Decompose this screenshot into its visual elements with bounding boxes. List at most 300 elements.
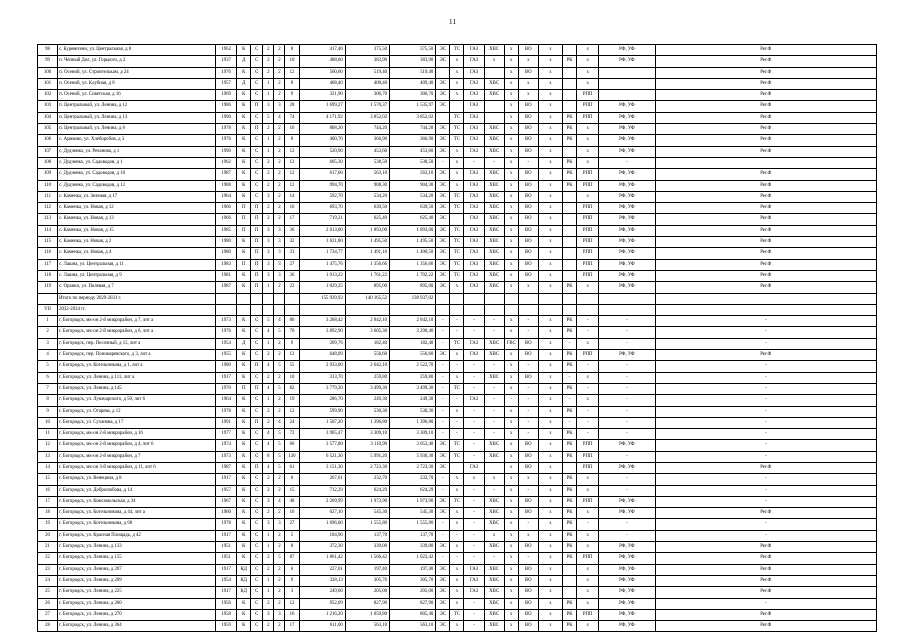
table-cell: - [655, 383, 876, 394]
table-cell: 3 [263, 259, 274, 270]
table-cell: 3 290,40 [390, 327, 436, 338]
table-cell: х [538, 78, 562, 89]
table-cell: х [504, 587, 518, 598]
table-cell: - [655, 485, 876, 496]
table-cell: 2 [274, 180, 285, 191]
table-cell: ХВС [484, 203, 504, 214]
table-cell: РК [563, 621, 577, 632]
table-cell: х [504, 508, 518, 519]
table-cell: 468,40 [299, 78, 345, 89]
table-cell: 16 [285, 609, 299, 620]
table-cell: РФ, УФ [599, 191, 655, 202]
registry-table-body [38, 45, 877, 632]
table-cell: 1955 [216, 350, 237, 361]
table-row [38, 474, 877, 485]
table-cell: х [504, 553, 518, 564]
table-row [38, 169, 877, 180]
table-cell: х [518, 530, 538, 541]
table-cell: 4 [274, 417, 285, 428]
table-cell: 1 913,22 [299, 270, 345, 281]
table-cell: ГАЗ [464, 101, 484, 112]
table-cell: П [237, 203, 251, 214]
table-cell: 12 [285, 598, 299, 609]
table-cell: 3 852,02 [390, 112, 436, 123]
table-cell: 1 861,42 [299, 553, 345, 564]
table-cell: ВО [518, 609, 538, 620]
table-cell: 137,70 [390, 530, 436, 541]
table-cell: 563,10 [390, 169, 436, 180]
table-cell: - [518, 361, 538, 372]
table-cell: К [237, 519, 251, 530]
table-cell: - [599, 316, 655, 327]
table-cell: 534,20 [390, 191, 436, 202]
table-cell: 2 [274, 203, 285, 214]
table-cell [577, 293, 599, 304]
table-cell: ХВС [484, 259, 504, 270]
table-cell: К [237, 395, 251, 406]
table-cell: - [464, 440, 484, 451]
table-cell: 119 [38, 282, 58, 293]
table-cell: ГАЗ [464, 248, 484, 259]
table-cell: 1 [263, 395, 274, 406]
table-cell: - [484, 553, 504, 564]
table-cell: 1954 [216, 338, 237, 349]
table-cell: ТС [450, 451, 464, 462]
table-cell: х [538, 542, 562, 553]
table-cell: п. Осений, ул. Клубная, д 8 [58, 78, 216, 89]
table-cell: Рег.Ф [655, 90, 876, 101]
table-cell: 3 151,30 [299, 462, 345, 473]
table-cell: С [251, 598, 263, 609]
table-cell: 1957 [216, 485, 237, 496]
table-cell: - [655, 316, 876, 327]
table-cell [38, 293, 58, 304]
table-cell: ГАЗ [464, 203, 484, 214]
table-cell: 100 [38, 67, 58, 78]
table-cell: - [599, 395, 655, 406]
table-cell: 383,90 [345, 56, 389, 67]
table-cell: РК [563, 440, 577, 451]
table-cell: - [599, 417, 655, 428]
table-cell: 1 059,80 [345, 609, 389, 620]
table-cell: ВО [518, 621, 538, 632]
table-cell: Рег.Ф [655, 462, 876, 473]
table-cell [216, 304, 237, 315]
table-cell: С [251, 67, 263, 78]
table-cell: РФ, УФ [599, 598, 655, 609]
table-cell: - [599, 530, 655, 541]
table-cell: х [450, 485, 464, 496]
table-cell: Рег.Ф [655, 203, 876, 214]
table-cell: ГАЗ [464, 395, 484, 406]
table-cell: РПП [577, 462, 599, 473]
table-cell: ВО [518, 270, 538, 281]
table-cell: 605,30 [299, 157, 345, 168]
table-cell: - [577, 327, 599, 338]
table-cell: 15 [285, 485, 299, 496]
table-cell: х [450, 372, 464, 383]
table-cell: х [504, 157, 518, 168]
table-cell: РПП [577, 270, 599, 281]
table-row [38, 575, 877, 586]
table-cell: 28 [285, 101, 299, 112]
table-cell: ХВС [484, 519, 504, 530]
table-cell: РПП [577, 90, 599, 101]
table-cell: - [436, 157, 450, 168]
table-cell: 2 [274, 78, 285, 89]
table-cell: РК [563, 530, 577, 541]
table-cell: Рег.Ф [655, 350, 876, 361]
table-cell: - [518, 406, 538, 417]
table-cell: х [450, 169, 464, 180]
table-cell: РК [563, 180, 577, 191]
table-cell: х [450, 78, 464, 89]
table-cell: - [436, 406, 450, 417]
table-cell: РПП [577, 440, 599, 451]
table-cell: 2 [274, 542, 285, 553]
table-cell: ВО [518, 564, 538, 575]
table-cell: х [504, 135, 518, 146]
table-cell: - [436, 316, 450, 327]
table-cell: х [504, 90, 518, 101]
table-row [38, 203, 877, 214]
table-cell: РФ, УФ [599, 169, 655, 180]
table-cell: 895,00 [345, 282, 389, 293]
table-cell: с. Армково, ул. Хлеборобов, д 3 [58, 135, 216, 146]
table-cell: 2 [263, 67, 274, 78]
table-row [38, 304, 877, 315]
table-cell: - [655, 406, 876, 417]
table-cell: - [436, 485, 450, 496]
table-cell [599, 78, 655, 89]
table-cell: ХВС [484, 169, 504, 180]
table-cell: с. Каменка, ул. Зеленая, д 17 [58, 191, 216, 202]
table-cell: 1960 [216, 508, 237, 519]
table-cell: - [599, 157, 655, 168]
table-cell: РФ, УФ [599, 553, 655, 564]
table-cell: 1977 [216, 429, 237, 440]
table-cell: 12 [285, 157, 299, 168]
table-cell: 22 [38, 553, 58, 564]
table-cell: 1 696,00 [299, 519, 345, 530]
table-cell: 1 [263, 78, 274, 89]
table-cell: с. Каменка, ул. Новая, д 15 [58, 225, 216, 236]
table-cell: 2 [263, 621, 274, 632]
table-cell: ВО [518, 180, 538, 191]
table-cell: 3 [263, 225, 274, 236]
table-cell: С [251, 553, 263, 564]
table-cell: х [538, 451, 562, 462]
table-cell: РК [563, 383, 577, 394]
table-cell: Рег.Ф [655, 78, 876, 89]
table-cell: 313,70 [299, 372, 345, 383]
table-cell: Рег.Ф [655, 191, 876, 202]
table-cell: - [518, 429, 538, 440]
table-cell: К [237, 496, 251, 507]
table-cell: 9 [285, 90, 299, 101]
table-cell: х [538, 45, 562, 56]
table-cell: 10 [285, 372, 299, 383]
table-cell: - [450, 417, 464, 428]
table-cell: 116 [38, 248, 58, 259]
table-cell: ХВС [484, 564, 504, 575]
table-cell: ЭС [436, 621, 450, 632]
table-cell [450, 304, 464, 315]
table-cell: 538,50 [345, 157, 389, 168]
table-cell: х [450, 474, 464, 485]
table-cell: 1 495,50 [345, 237, 389, 248]
table-cell [484, 101, 504, 112]
table-cell: 3 [263, 101, 274, 112]
table-row [38, 135, 877, 146]
table-cell: 5 [274, 361, 285, 372]
table-cell: - [436, 361, 450, 372]
table-cell: К [237, 157, 251, 168]
table-cell: х [504, 191, 518, 202]
table-cell: 560,60 [299, 67, 345, 78]
table-cell: 366,90 [345, 135, 389, 146]
table-cell: П [251, 214, 263, 225]
table-cell: 375,50 [390, 45, 436, 56]
table-cell: П [251, 101, 263, 112]
table-cell: 1983 [216, 259, 237, 270]
table-cell: 375,50 [345, 45, 389, 56]
table-cell: х [504, 485, 518, 496]
table-cell: х [577, 485, 599, 496]
table-cell: П [251, 282, 263, 293]
table-cell: х [577, 67, 599, 78]
table-cell: К [237, 248, 251, 259]
table-cell: 805,40 [390, 609, 436, 620]
table-cell: ХВС [484, 191, 504, 202]
table-cell: ХВС [484, 621, 504, 632]
table-cell: х [577, 124, 599, 135]
table-cell: РПП [577, 180, 599, 191]
table-cell [563, 225, 577, 236]
table-cell: 1990 [216, 146, 237, 157]
table-cell [563, 45, 577, 56]
table-cell [563, 270, 577, 281]
table-cell: 904,30 [390, 180, 436, 191]
table-cell: 1 893,00 [390, 225, 436, 236]
table-cell: - [484, 383, 504, 394]
table-cell: п. Центральный, ул. Ленина, д 13 [58, 112, 216, 123]
table-cell: ЭС [436, 214, 450, 225]
table-cell: 1987 [216, 169, 237, 180]
table-row [38, 124, 877, 135]
table-cell: 1987 [216, 462, 237, 473]
table-cell: 5 [274, 462, 285, 473]
table-cell: ГАЗ [464, 90, 484, 101]
table-cell: ГАЗ [464, 191, 484, 202]
table-row [38, 191, 877, 202]
table-cell: - [464, 327, 484, 338]
table-cell: ВО [518, 350, 538, 361]
table-cell [563, 293, 577, 304]
table-row [38, 451, 877, 462]
table-cell: - [450, 530, 464, 541]
table-row [38, 609, 877, 620]
registry-table [37, 44, 877, 632]
table-cell: 48 [285, 496, 299, 507]
table-cell: х [538, 112, 562, 123]
table-cell [464, 293, 484, 304]
table-cell: РФ, УФ [599, 621, 655, 632]
table-cell: х [538, 191, 562, 202]
table-cell: - [464, 542, 484, 553]
table-row [38, 621, 877, 632]
table-cell: 3 499,30 [345, 383, 389, 394]
table-cell: с. Буреветенн, ул. Центральная, д 0 [58, 45, 216, 56]
table-cell: - [518, 519, 538, 530]
table-cell: ЭС [436, 124, 450, 135]
table-cell: х [538, 587, 562, 598]
table-cell: г. Богородск, ул. Добролюбова, д 14 [58, 485, 216, 496]
table-cell: х [538, 203, 562, 214]
table-cell: х [504, 575, 518, 586]
table-row [38, 429, 877, 440]
table-cell: 3 852,02 [345, 112, 389, 123]
table-cell: х [538, 350, 562, 361]
table-cell: х [504, 282, 518, 293]
table-cell: ХВС [484, 440, 504, 451]
table-cell: К [237, 621, 251, 632]
table-cell: 2 [263, 124, 274, 135]
table-cell: ТС [450, 270, 464, 281]
table-cell: 2032-2034 гг. [58, 304, 216, 315]
table-cell: 1980 [216, 237, 237, 248]
table-cell: - [599, 338, 655, 349]
table-cell: РК [563, 553, 577, 564]
table-cell: х [504, 417, 518, 428]
table-cell: ВО [518, 214, 538, 225]
table-cell: г. Богородск, ул. Венецина, д 8 [58, 474, 216, 485]
table-cell: 1985 [216, 225, 237, 236]
table-cell: 3 [274, 225, 285, 236]
table-cell: ГАЗ [464, 564, 484, 575]
table-cell: х [504, 621, 518, 632]
table-cell: х [577, 146, 599, 157]
table-cell [263, 293, 274, 304]
table-cell: С [251, 191, 263, 202]
table-row [38, 530, 877, 541]
table-cell: - [655, 519, 876, 530]
table-cell: х [504, 564, 518, 575]
table-cell: К [237, 112, 251, 123]
table-cell: 2 [274, 191, 285, 202]
table-cell: 74 [285, 112, 299, 123]
table-cell: 2 [274, 564, 285, 575]
table-cell: 5 [274, 327, 285, 338]
table-cell: 328,13 [299, 575, 345, 586]
table-cell: - [655, 395, 876, 406]
table-cell: - [599, 361, 655, 372]
table-cell: х [538, 530, 562, 541]
table-cell: 2 [263, 508, 274, 519]
table-cell [464, 304, 484, 315]
table-cell: - [484, 485, 504, 496]
table-cell: К [237, 609, 251, 620]
table-cell: 16 [285, 203, 299, 214]
table-cell: РФ, УФ [599, 508, 655, 519]
table-cell: С [251, 45, 263, 56]
table-cell: ХВС [484, 124, 504, 135]
table-cell: ЭС [436, 146, 450, 157]
table-cell: 1951 [216, 553, 237, 564]
table-cell: 259,80 [390, 372, 436, 383]
table-cell: х [538, 214, 562, 225]
table-cell: 3 [263, 519, 274, 530]
table-cell: - [655, 372, 876, 383]
table-cell: 3 [274, 609, 285, 620]
table-cell: ТС [450, 45, 464, 56]
table-cell: 3 [263, 496, 274, 507]
table-cell: ХВС [484, 270, 504, 281]
table-cell: ТС [450, 237, 464, 248]
table-cell: х [450, 157, 464, 168]
table-cell: 827,90 [345, 598, 389, 609]
table-cell: РФ, УФ [599, 101, 655, 112]
table-cell: ВО [518, 451, 538, 462]
table-cell: С [251, 451, 263, 462]
table-cell: ГАЗ [464, 225, 484, 236]
table-cell: ТС [450, 338, 464, 349]
table-cell: х [538, 372, 562, 383]
table-cell: П [251, 417, 263, 428]
table-cell: С [251, 90, 263, 101]
table-cell: 1987 [216, 282, 237, 293]
table-cell [484, 112, 504, 123]
table-cell: 1 [263, 146, 274, 157]
table-cell: 1 555,80 [345, 519, 389, 530]
table-cell: 417,40 [299, 45, 345, 56]
table-cell: х [504, 78, 518, 89]
table-cell: 3 [38, 338, 58, 349]
table-cell: х [538, 395, 562, 406]
table-cell: - [655, 327, 876, 338]
table-cell: х [538, 56, 562, 67]
table-cell: С [251, 316, 263, 327]
table-cell: г. Богородск, мк-он 2-й микрорайон, д 7, лит а [58, 316, 216, 327]
table-cell: 3 [263, 237, 274, 248]
table-cell: 24 [38, 575, 58, 586]
table-cell: Рег.Ф [655, 282, 876, 293]
table-cell: К [237, 67, 251, 78]
table-cell: 611,00 [299, 621, 345, 632]
table-cell: 249,30 [390, 395, 436, 406]
table-cell: ВО [518, 372, 538, 383]
table-cell: х [484, 474, 504, 485]
table-cell: 19 [285, 395, 299, 406]
table-cell: 2 842,10 [390, 316, 436, 327]
table-cell: К [237, 191, 251, 202]
table-cell: РК [563, 282, 577, 293]
table-cell: 693,70 [299, 203, 345, 214]
table-cell: х [538, 621, 562, 632]
table-cell: ТС [450, 259, 464, 270]
table-cell: ХВС [484, 598, 504, 609]
table-cell: ВО [518, 462, 538, 473]
table-cell: х [538, 316, 562, 327]
table-cell: 827,90 [390, 598, 436, 609]
table-cell: х [577, 587, 599, 598]
table-cell: 488,60 [299, 56, 345, 67]
table-cell: - [450, 395, 464, 406]
table-cell: 1980 [216, 361, 237, 372]
table-cell: г. Богородск, ул. Красная Площадь, д 42 [58, 530, 216, 541]
table-cell: ЭС [436, 609, 450, 620]
table-cell: ХВС [484, 508, 504, 519]
